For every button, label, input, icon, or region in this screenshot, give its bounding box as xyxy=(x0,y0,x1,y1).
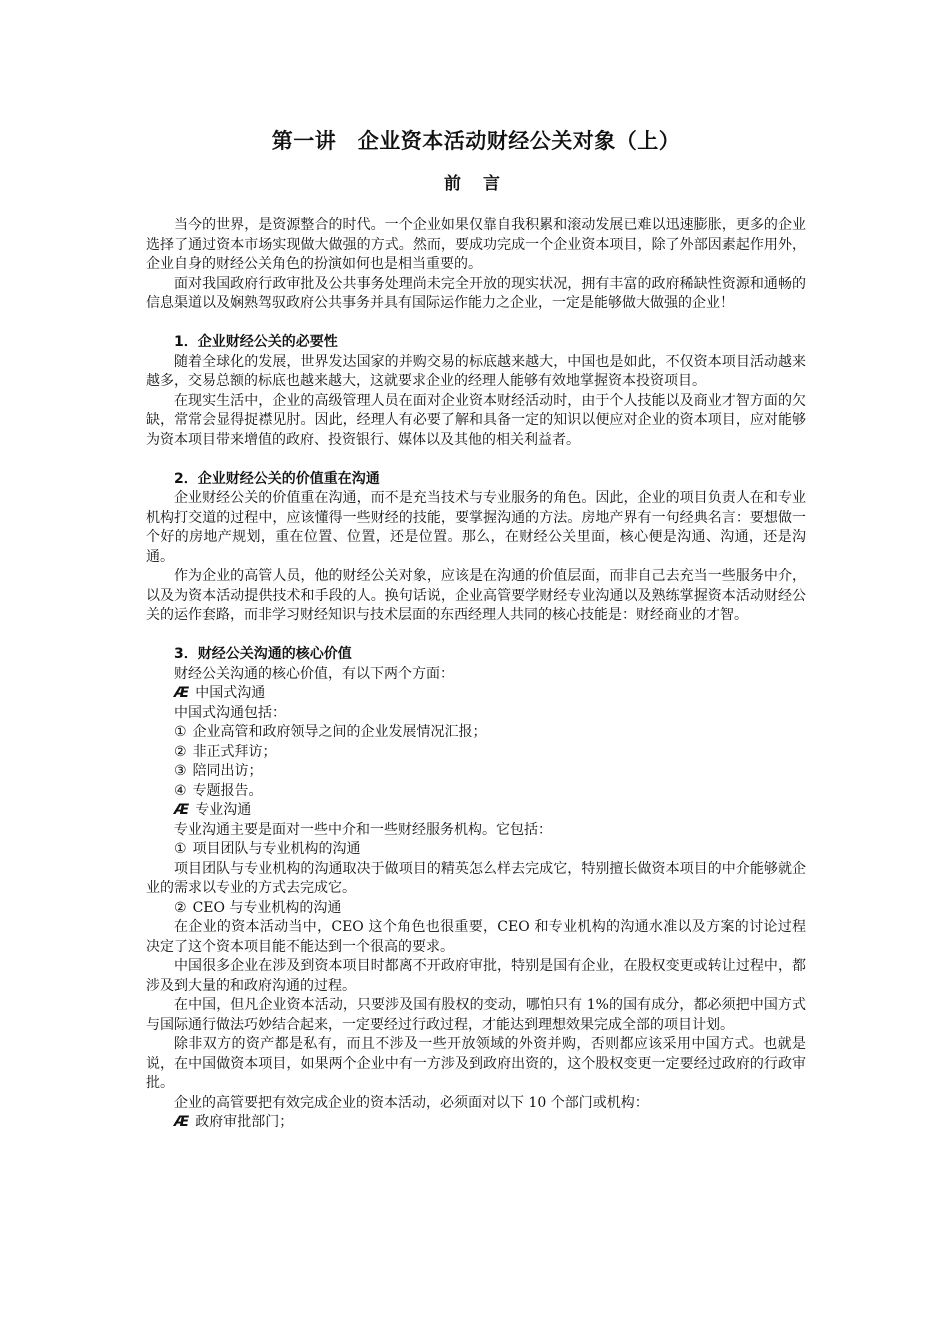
sub-item-title: CEO 与专业机构的沟通 xyxy=(192,899,342,916)
section-1-paragraph-1: 随着全球化的发展，世界发达国家的并购交易的标底越来越大，中国也是如此，不仅资本项目活动越来越多，交易总额的标底也越来越大，这就要求企业的经理人能够有效地掌握资本投资项目。 xyxy=(146,353,806,389)
circled-number-1-icon: ① xyxy=(174,724,187,740)
bullet-text: 政府审批部门； xyxy=(195,1114,294,1130)
section-3-intro: 财经公关沟通的核心价值，有以下两个方面： xyxy=(174,665,454,682)
spacer xyxy=(146,204,806,216)
section-3-paragraph-4: 除非双方的资产都是私有，而且不涉及一些开放领域的外资并购，否则都应该采用中国方式。也就是说，在中国做资本项目，如果两个企业中有一方涉及到政府出资的，这个股权变更一定要经过政府的行政审批。 xyxy=(146,1036,806,1091)
numbered-item-text: 陪同出访； xyxy=(192,763,263,779)
intro-paragraph-2: 面对我国政府行政审批及公共事务处理尚未完全开放的现实状况，拥有丰富的政府稀缺性资源和通畅的信息渠道以及娴熟驾驭政府公共事务并具有国际运作能力之企业，一定是能够做大做强的企业！ xyxy=(146,275,806,311)
section-3-paragraph-3: 在中国，但凡企业资本活动，只要涉及国有股权的变动，哪怕只有 1%的国有成分，都必须把中国方式与国际通行做法巧妙结合起来，一定要经过行政过程，才能达到理想效果完成全部的项目计划。 xyxy=(146,997,806,1033)
intro-paragraph-1: 当今的世界，是资源整合的时代。一个企业如果仅靠自我积累和滚动发展已难以迅速膨胀，更多的企业选择了通过资本市场实现做大做强的方式。然而，要成功完成一个企业资本项目，除了外部因素起作用外，企业自身的财经公关角色的扮演如何也是相当重要的。 xyxy=(146,217,806,272)
bullet-icon: Æ xyxy=(174,685,190,701)
section-3-paragraph-1: 在企业的资本活动当中，CEO 这个角色也很重要，CEO 和专业机构的沟通水准以及方案的讨论过程决定了这个资本项目能不能达到一个很高的要求。 xyxy=(146,919,806,955)
sub-item-title: 项目团队与专业机构的沟通 xyxy=(192,841,361,857)
circled-number-3-icon: ③ xyxy=(174,763,187,779)
numbered-item-2 xyxy=(146,743,806,763)
bullet-text: 中国式沟通 xyxy=(195,685,266,701)
document-page xyxy=(146,120,806,1133)
professional-communication-intro: 专业沟通主要是面对一些中介和一些财经服务机构。它包括： xyxy=(174,821,552,838)
section-2-paragraph-1: 企业财经公关的价值重在沟通，而不是充当技术与专业服务的角色。因此，企业的项目负责人在和专业机构打交道的过程中，应该懂得一些财经的技能，要掌握沟通的方法。房地产界有一句经典名言：要想做一个好的房地产规划，重在位置、位置，还是位置。那么，在财经公关里面，核心便是沟通、沟通，还是沟通。 xyxy=(146,490,806,565)
bullet-icon: Æ xyxy=(174,1114,190,1130)
sub-item-1 xyxy=(146,840,806,860)
bullet-text: 专业沟通 xyxy=(195,802,252,818)
document-body xyxy=(146,216,806,1133)
chinese-communication-intro: 中国式沟通包括： xyxy=(174,704,286,721)
bullet-icon: Æ xyxy=(174,802,190,818)
numbered-item-4 xyxy=(146,782,806,802)
preface-heading: 前 言 xyxy=(444,174,508,194)
section-1-paragraph-2: 在现实生活中，企业的高级管理人员在面对企业资本财经活动时，由于个人技能以及商业才智方面的欠缺，常常会显得捉襟见肘。因此，经理人有必要了解和具备一定的知识以便应对企业的资本项目，应对能够为资本项目带来增值的政府、投资银行、媒体以及其他的相关利益者。 xyxy=(146,392,806,448)
section-1-heading: 1．企业财经公关的必要性 xyxy=(174,334,338,350)
section-2-paragraph-2: 作为企业的高管人员，他的财经公关对象，应该是在沟通的价值层面，而非自己去充当一些服务中介，以及为资本活动提供技术和手段的人。换句话说，企业高管要学财经专业沟通以及熟练掌握资本活动财经公关的运作套路，而非学习财经知识与技术层面的东西经理人共同的核心技能是：财经商业的才智。 xyxy=(146,568,806,623)
circled-number-1-icon: ① xyxy=(174,841,187,857)
bullet-item-government-approval xyxy=(146,1113,806,1133)
numbered-item-text: 专题报告。 xyxy=(192,782,263,799)
sub-item-1-paragraph: 项目团队与专业机构的沟通取决于做项目的精英怎么样去完成它，特别擅长做资本项目的中介能够就企业的需求以专业的方式去完成它。 xyxy=(146,860,806,896)
numbered-item-text: 非正式拜访； xyxy=(192,743,277,760)
section-gap xyxy=(146,626,806,646)
numbered-item-3 xyxy=(146,762,806,782)
circled-number-4-icon: ④ xyxy=(174,782,187,799)
section-gap xyxy=(146,450,806,470)
numbered-item-1 xyxy=(146,723,806,743)
sub-item-2 xyxy=(146,899,806,919)
circled-number-2-icon: ② xyxy=(174,899,187,916)
bullet-item-professional-communication xyxy=(146,801,806,821)
numbered-item-text: 企业高管和政府领导之间的企业发展情况汇报； xyxy=(192,724,487,740)
section-2-heading: 2．企业财经公关的价值重在沟通 xyxy=(174,470,380,487)
circled-number-2-icon: ② xyxy=(174,743,187,760)
section-3-heading: 3．财经公关沟通的核心价值 xyxy=(174,646,352,662)
section-gap xyxy=(146,314,806,334)
bullet-item-chinese-communication xyxy=(146,684,806,704)
section-3-paragraph-5: 企业的高管要把有效完成企业的资本活动，必须面对以下 10 个部门或机构： xyxy=(174,1094,649,1111)
document-title: 第一讲 企业资本活动财经公关对象（上） xyxy=(271,129,681,153)
section-3-paragraph-2: 中国很多企业在涉及到资本项目时都离不开政府审批，特别是国有企业，在股权变更或转让过程中，都涉及到大量的和政府沟通的过程。 xyxy=(146,958,806,994)
